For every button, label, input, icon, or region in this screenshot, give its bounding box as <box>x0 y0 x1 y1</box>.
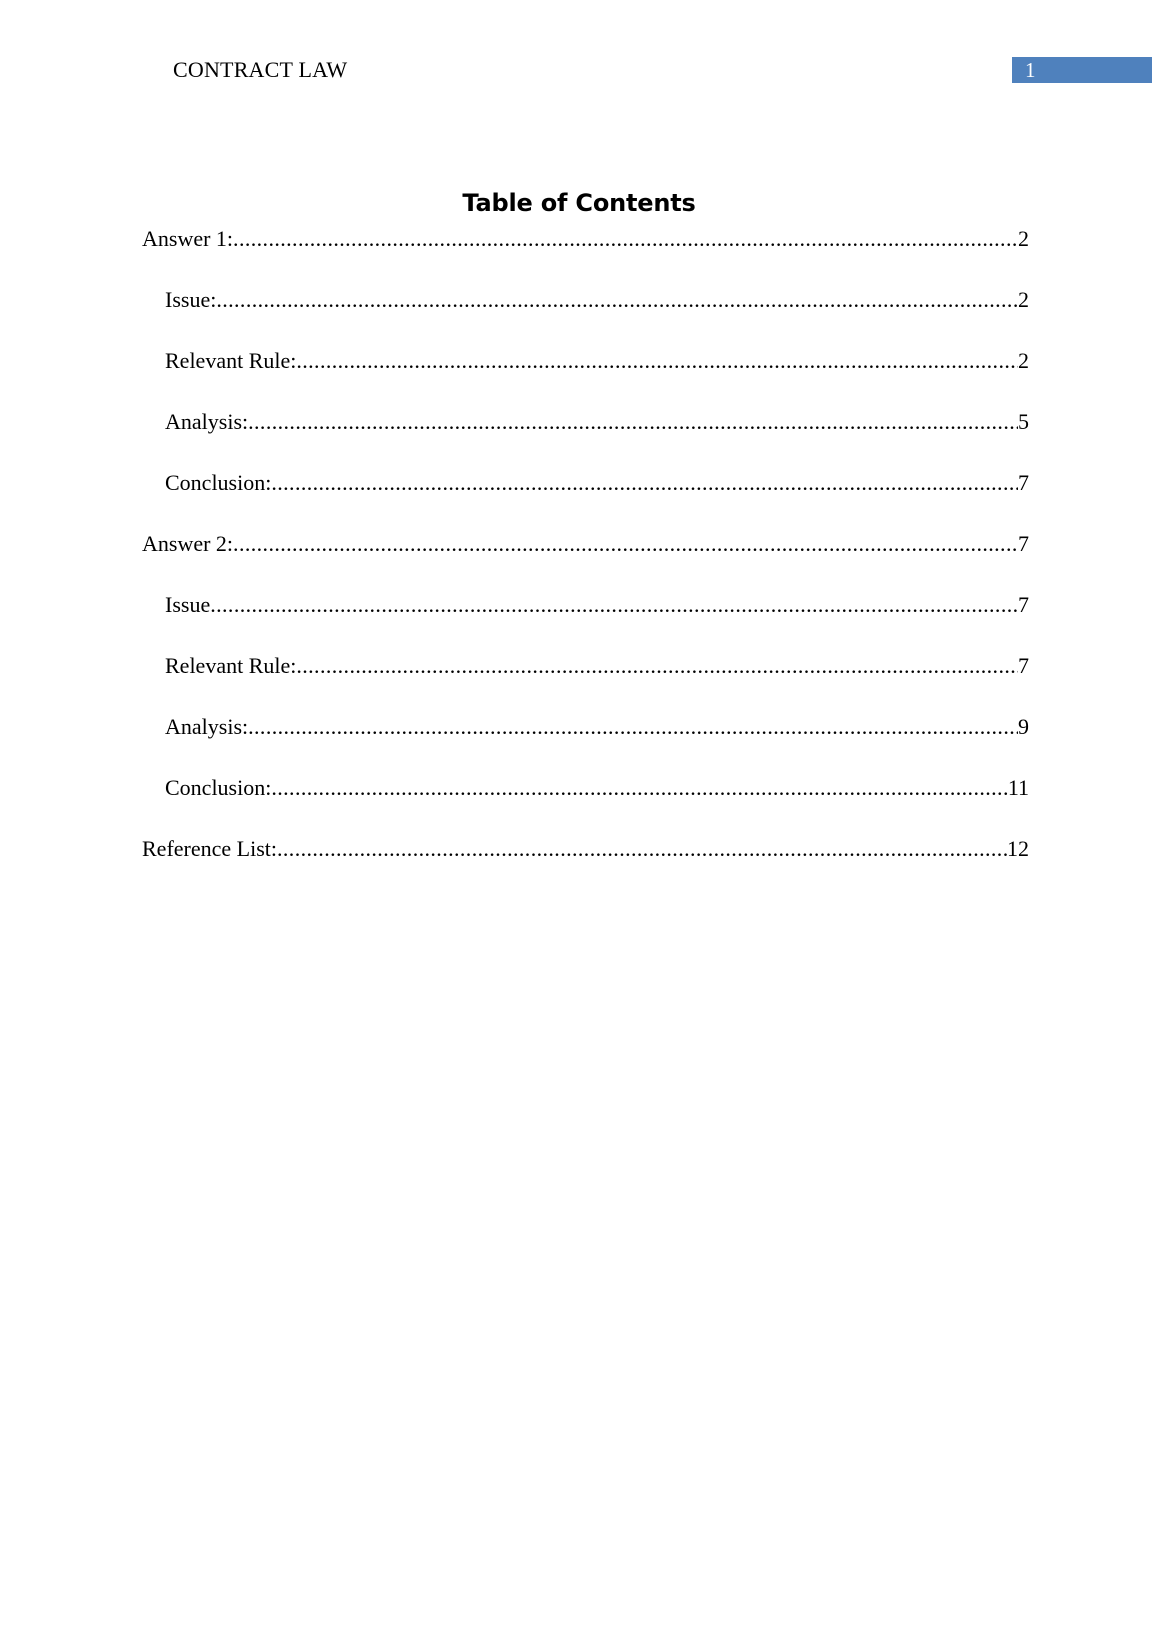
toc-entry-answer-1[interactable] <box>142 224 1029 254</box>
toc-entry-page: 2 <box>1018 226 1029 251</box>
toc-dot-leader <box>271 468 1018 498</box>
toc-entry-label: Conclusion: <box>165 470 272 495</box>
toc-dot-leader <box>277 834 1007 864</box>
toc-entry-page: 2 <box>1018 287 1029 312</box>
toc-entry-relevant-rule-1[interactable] <box>165 346 1029 376</box>
toc-entry-relevant-rule-2[interactable] <box>165 651 1029 681</box>
toc-dot-leader <box>248 712 1018 742</box>
page-number-badge <box>1012 57 1152 83</box>
toc-dot-leader <box>248 407 1018 437</box>
toc-dot-leader <box>210 590 1018 620</box>
page-number: 1 <box>1025 58 1036 82</box>
toc-entry-label: Analysis: <box>165 409 249 434</box>
toc-entry-label: Answer 2: <box>142 531 234 556</box>
toc-entry-issue-1[interactable] <box>165 285 1029 315</box>
toc-entry-conclusion-2[interactable] <box>165 773 1029 803</box>
toc-entry-label: Answer 1: <box>142 226 234 251</box>
toc-entry-analysis-1[interactable] <box>165 407 1029 437</box>
toc-entry-page: 2 <box>1018 348 1029 373</box>
toc-entry-label: Conclusion: <box>165 775 272 800</box>
toc-entry-page: 11 <box>1007 775 1029 800</box>
toc-entry-answer-2[interactable] <box>142 529 1029 559</box>
toc-entry-label: Issue <box>165 592 211 617</box>
toc-dot-leader <box>271 773 1007 803</box>
toc-entry-page: 5 <box>1018 409 1029 434</box>
running-header-title: CONTRACT LAW <box>173 57 348 82</box>
toc-dot-leader <box>233 224 1018 254</box>
toc-entry-page: 9 <box>1018 714 1029 739</box>
toc-title: Table of Contents <box>462 189 696 217</box>
toc-entry-analysis-2[interactable] <box>165 712 1029 742</box>
toc-entry-page: 7 <box>1018 470 1029 495</box>
toc-entry-page: 12 <box>1007 836 1029 861</box>
toc-dot-leader <box>216 285 1018 315</box>
toc-dot-leader <box>233 529 1018 559</box>
toc-entry-page: 7 <box>1018 592 1029 617</box>
toc-entry-label: Relevant Rule: <box>165 653 297 678</box>
toc-entry-label: Analysis: <box>165 714 249 739</box>
toc-entry-page: 7 <box>1018 653 1029 678</box>
toc-entry-reference-list[interactable] <box>142 834 1029 864</box>
toc-entry-issue-2[interactable] <box>165 590 1029 620</box>
toc-dot-leader <box>296 346 1018 376</box>
toc-entry-conclusion-1[interactable] <box>165 468 1029 498</box>
toc-entry-label: Reference List: <box>142 836 277 861</box>
toc-entry-label: Issue: <box>165 287 217 312</box>
toc-entry-page: 7 <box>1018 531 1029 556</box>
toc-dot-leader <box>296 651 1018 681</box>
toc-entry-label: Relevant Rule: <box>165 348 297 373</box>
